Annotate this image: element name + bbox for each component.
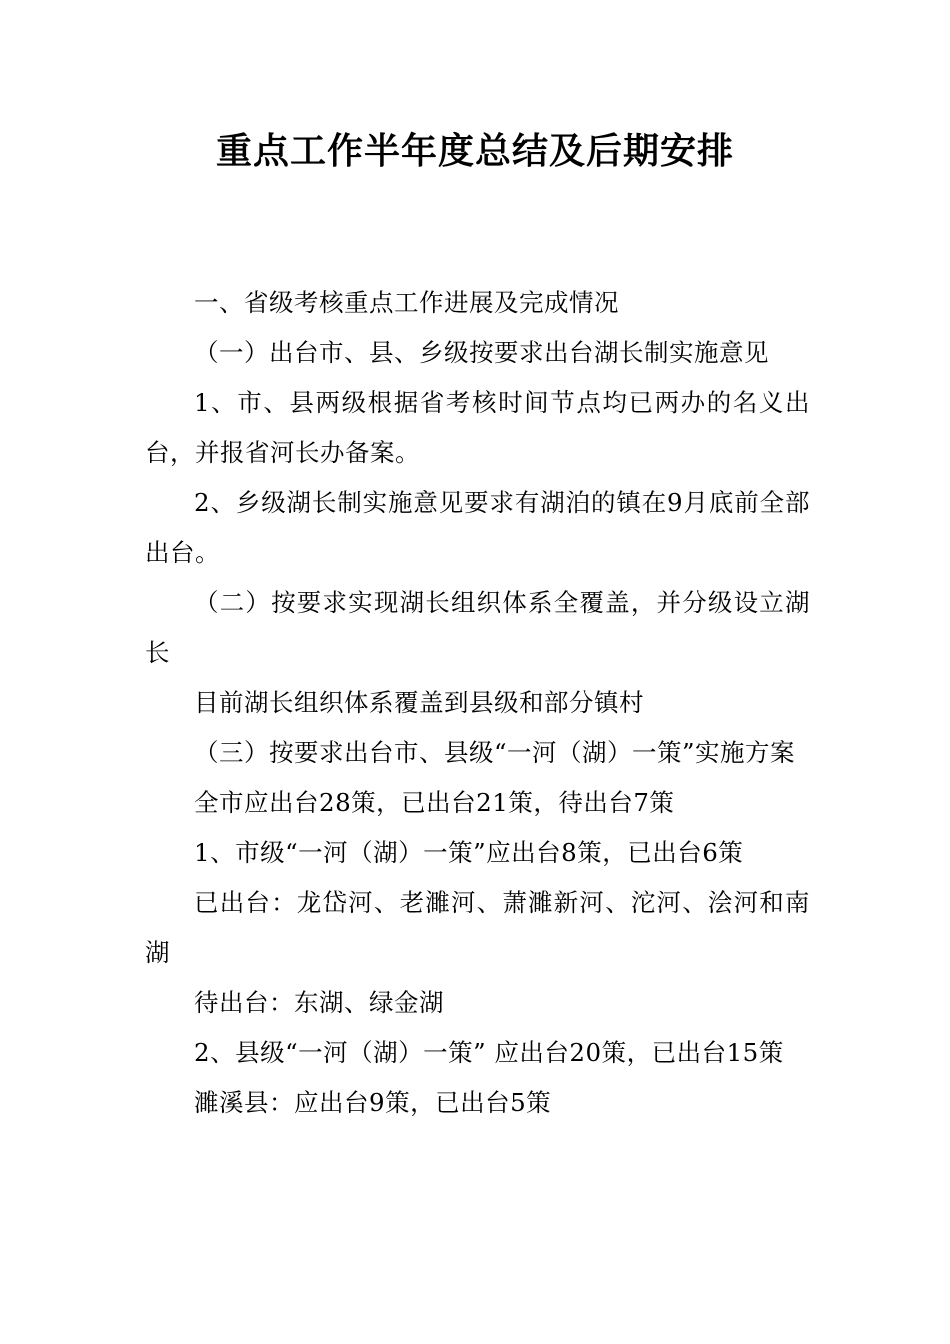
paragraph-city-level: 1、市级“一河（湖）一策”应出台8策，已出台6策 [194, 838, 744, 867]
document-title: 重点工作半年度总结及后期安排 [215, 131, 734, 172]
section-heading-1: 一、省级考核重点工作进展及完成情况 [194, 288, 619, 317]
subsection-heading-2: （二）按要求实现湖长组织体系全覆盖，并分级设立湖长 [145, 588, 810, 667]
subsection-heading-1: （一）出台市、县、乡级按要求出台湖长制实施意见 [194, 338, 769, 367]
paragraph-item-1: 1、市、县两级根据省考核时间节点均已两办的名义出台，并报省河长办备案。 [145, 388, 810, 467]
paragraph-issued: 已出台：龙岱河、老濉河、萧濉新河、沱河、浍河和南湖 [145, 888, 810, 967]
paragraph-pending: 待出台：东湖、绿金湖 [194, 988, 444, 1017]
paragraph-status: 目前湖长组织体系覆盖到县级和部分镇村 [194, 688, 644, 717]
paragraph-item-2: 2、乡级湖长制实施意见要求有湖泊的镇在9月底前全部出台。 [145, 488, 810, 567]
paragraph-county-level: 2、县级“一河（湖）一策” 应出台20策，已出台15策 [194, 1038, 784, 1067]
document-body [145, 278, 810, 1128]
paragraph-suixi: 濉溪县：应出台9策，已出台5策 [194, 1088, 552, 1117]
subsection-heading-3: （三）按要求出台市、县级“一河（湖）一策”实施方案 [194, 738, 796, 767]
paragraph-total: 全市应出台28策，已出台21策，待出台7策 [194, 788, 675, 817]
